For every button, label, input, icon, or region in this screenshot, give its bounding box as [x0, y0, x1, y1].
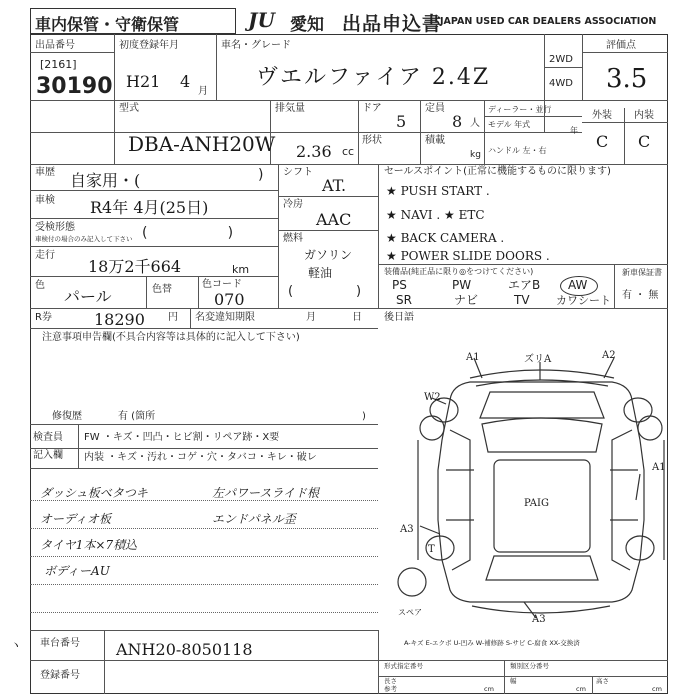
- car-name-label: 車名・グレード: [221, 40, 291, 51]
- shift-value: AT.: [322, 176, 347, 195]
- inspector-right-line-1: 左パワースライド根: [212, 486, 320, 500]
- lot-label: 出品番号: [35, 40, 75, 51]
- doors-value: 5: [396, 112, 407, 131]
- length-cm: cm: [484, 685, 494, 693]
- equip-aw: AW: [568, 278, 588, 292]
- equip-sr: SR: [396, 293, 412, 307]
- equip-tv: TV: [514, 293, 530, 307]
- ac-label: 冷房: [283, 199, 303, 210]
- capacity-value: 8: [452, 112, 463, 131]
- color-code-label: 色コード: [202, 279, 242, 290]
- height-label: 高さ: [596, 677, 609, 685]
- equip-pw: PW: [452, 278, 472, 292]
- sales-point-3: ★ BACK CAMERA .: [386, 231, 505, 245]
- mileage-value: 18万2千664: [88, 257, 182, 276]
- inspection-label: 車検: [35, 195, 55, 206]
- inspection-value: R4年 4月(25日): [90, 198, 209, 217]
- model-label: 型式: [119, 103, 139, 114]
- type-approval-label: 形式指定番号: [384, 662, 423, 670]
- mark-t: T: [428, 544, 435, 555]
- sales-point-1: ★ PUSH START .: [386, 184, 490, 198]
- form-title: 出品申込書: [342, 13, 443, 35]
- inspector-notes-label: 記入欄: [33, 450, 63, 461]
- color-label: 色: [35, 280, 45, 291]
- fuel-value: ガソリン: [304, 248, 353, 262]
- color-code: 070: [214, 290, 245, 309]
- ac-value: AAC: [316, 210, 352, 229]
- ref-label: 参考: [384, 685, 397, 693]
- category-label: 類別区分番号: [510, 662, 549, 670]
- first-reg-label: 初度登録年月: [119, 40, 179, 51]
- inspector-line-2: オーディオ板: [40, 512, 112, 526]
- lot-sub: [2161]: [40, 58, 77, 71]
- history-label: 車歴: [35, 167, 55, 178]
- displacement-value: 2.36: [296, 142, 332, 161]
- logo-text: 愛知: [290, 15, 324, 35]
- color-change-label: 色替: [152, 284, 172, 295]
- interior-row: 内装 ・キズ・汚れ・コゲ・穴・タバコ・キレ・破レ: [84, 452, 317, 463]
- mark-a2: A2: [602, 350, 616, 361]
- displacement-label: 排気量: [275, 103, 305, 114]
- logo: JU: [248, 8, 275, 32]
- model-value: DBA-ANH20W: [128, 132, 276, 156]
- inspector-line-1: ダッシュ板べタつキ: [40, 486, 148, 500]
- first-reg-month-unit: 月: [198, 86, 208, 97]
- inspector-line-3: タイヤ1本×7積込: [40, 538, 138, 552]
- repair-close-paren: ): [362, 411, 366, 422]
- capacity-label: 定員: [425, 103, 445, 114]
- assoc-name: JAPAN USED CAR DEALERS ASSOCIATION: [440, 16, 657, 27]
- fuel-open-paren: (: [288, 284, 294, 299]
- length-label: 長さ: [384, 677, 397, 685]
- receipt-label: 受検形態: [35, 222, 75, 233]
- cc-unit: cc: [342, 145, 355, 158]
- equip-navi: ナビ: [454, 293, 479, 307]
- mark-w2: W2: [424, 392, 441, 403]
- spare-label: スペア: [398, 608, 422, 617]
- year-unit: 年: [570, 126, 578, 135]
- doors-label: ドア: [362, 103, 382, 114]
- height-cm: cm: [652, 685, 662, 693]
- equipment-label: 装備品(純正品に限り◎をつけてください): [384, 267, 534, 276]
- shape-label: 形状: [362, 135, 382, 146]
- inspector-right-line-2: エンドパネル歪: [212, 512, 296, 526]
- corner-mark: ヽ: [10, 638, 23, 652]
- day-unit: 日: [352, 312, 362, 323]
- inspector-line-4: ボディーAU: [44, 564, 110, 578]
- r-ticket-unit: 円: [168, 312, 178, 323]
- exterior-label: 外装: [592, 110, 612, 121]
- score-value: 3.5: [606, 64, 648, 94]
- shift-label: シフト: [283, 167, 313, 178]
- car-name: ヴエルファイア 2.4Z: [256, 65, 491, 90]
- repair-label: 修復歴: [52, 411, 82, 422]
- lot-number: 30190: [36, 74, 113, 99]
- r-ticket-label: R券: [35, 312, 52, 323]
- mark-paig: PAIG: [524, 498, 549, 509]
- width-label: 幅: [510, 677, 517, 685]
- warranty-label: 新車保証書: [622, 268, 662, 277]
- sales-point-2: ★ NAVI . ★ ETC: [386, 208, 485, 222]
- mark-a3-left: A3: [400, 524, 414, 535]
- repair-value: 有 (箇所: [118, 411, 156, 422]
- history-value: 自家用・(: [70, 171, 141, 190]
- first-reg-era: H21: [126, 72, 161, 91]
- score-label: 評価点: [606, 40, 636, 51]
- first-reg-month: 4: [180, 72, 191, 91]
- dealer-label: ディーラー・並行: [488, 105, 552, 114]
- mark-a1-right: A1: [652, 462, 666, 473]
- interior-label: 内装: [634, 110, 654, 121]
- equip-airbag: エアB: [508, 278, 541, 292]
- mark-zuri-a: ズリA: [524, 354, 552, 365]
- fw-row: FW ・キズ・凹凸・ヒビ割・リペア跡・X要: [84, 432, 280, 443]
- name-change-label: 名変違知期限: [195, 312, 255, 323]
- receipt-note: 車検付の場合のみ記入して下さい: [35, 235, 133, 243]
- drive-4wd: 4WD: [549, 78, 573, 89]
- handle-label: ハンドル 左・右: [488, 146, 547, 155]
- model-year-label: モデル 年式: [488, 120, 531, 129]
- interior-grade: C: [638, 132, 651, 151]
- fuel-close-paren: ): [356, 284, 362, 299]
- exterior-grade: C: [596, 132, 609, 151]
- chassis-label: 車台番号: [40, 638, 80, 649]
- notes-label: 注意事項申告欄(不具合内容等は具体的に記入して下さい): [42, 332, 300, 343]
- chassis-value: ANH20-8050118: [116, 640, 253, 659]
- sales-points-label: セールスポイント(正常に機能するものに限ります): [384, 166, 611, 177]
- drive-2wd: 2WD: [549, 54, 573, 65]
- reg-label: 登録番号: [40, 670, 80, 681]
- damage-legend: A-キズ E-エクボ U-凹み W-補修跡 S-サビ C-腐食 XX-交換済: [404, 639, 580, 647]
- color-value: パール: [64, 287, 112, 306]
- history-close-paren: ): [258, 167, 264, 183]
- r-ticket-value: 18290: [94, 310, 145, 329]
- mark-a1-top: A1: [466, 352, 480, 363]
- load-unit: kg: [470, 150, 481, 160]
- fuel-diesel: 軽油: [308, 266, 333, 280]
- equip-seat: カワシート: [556, 294, 611, 307]
- mark-a3-bottom: A3: [532, 614, 546, 625]
- mileage-label: 走行: [35, 250, 55, 261]
- capacity-unit: 人: [470, 118, 480, 129]
- load-label: 積載: [425, 135, 445, 146]
- receipt-paren: ( ): [142, 225, 234, 241]
- equip-ps: PS: [392, 278, 407, 292]
- month-unit: 月: [306, 312, 316, 323]
- rear-label: 後日語: [384, 312, 414, 323]
- storage-box-text: 車内保管・守衛保管: [35, 15, 180, 34]
- warranty-values: 有 ・ 無: [622, 290, 659, 301]
- inspector-label: 検査員: [33, 432, 63, 443]
- mileage-unit: km: [232, 263, 250, 276]
- fuel-label: 燃料: [283, 233, 303, 244]
- width-cm: cm: [576, 685, 586, 693]
- sales-point-4: ★ POWER SLIDE DOORS .: [386, 249, 550, 263]
